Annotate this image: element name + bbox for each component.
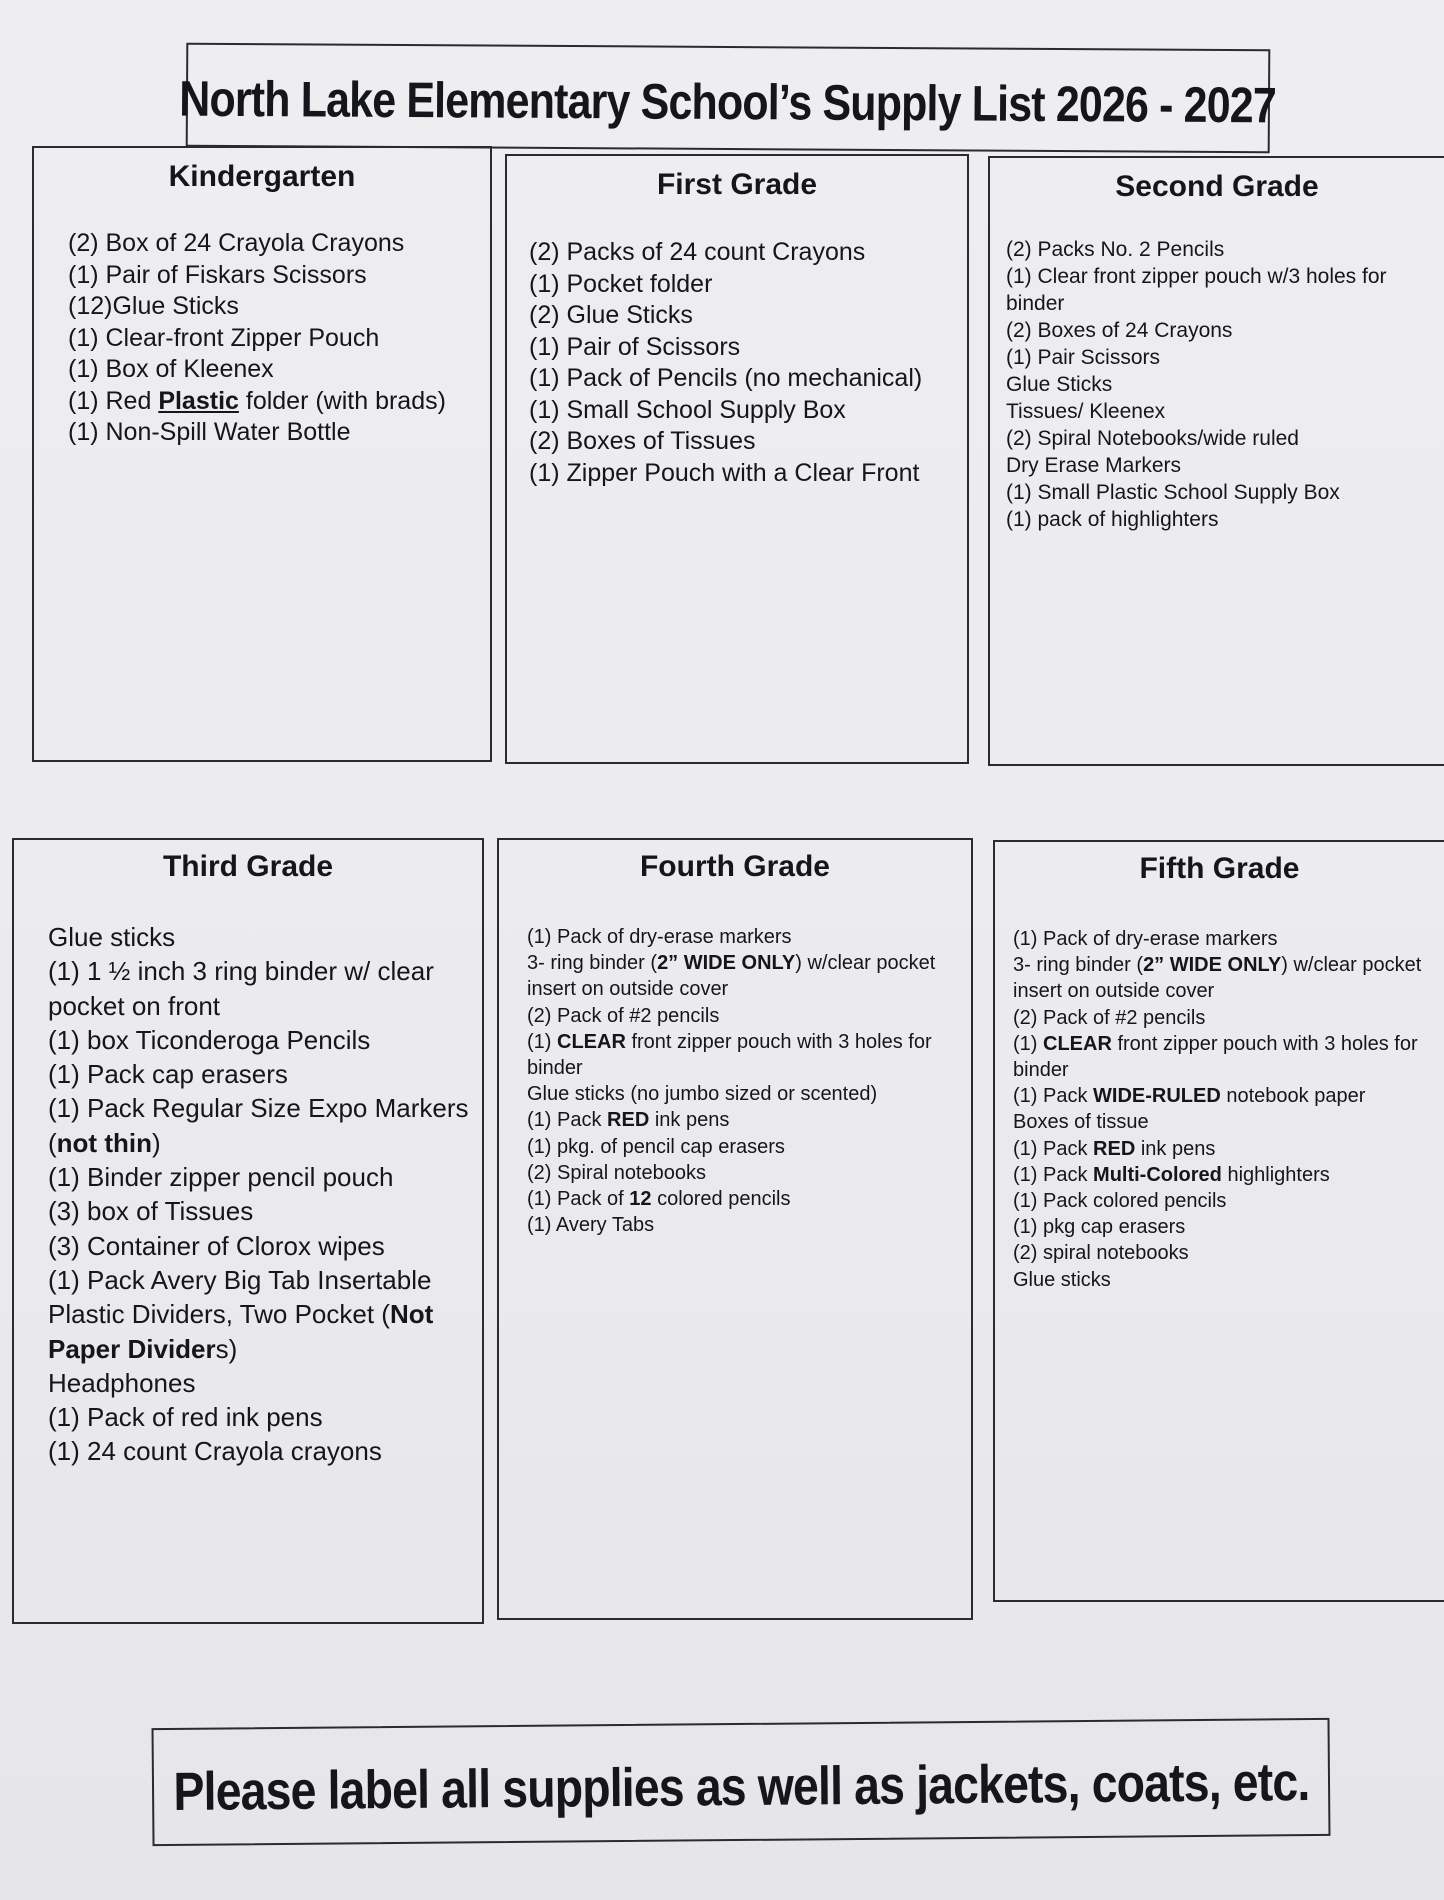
- list-item: Dry Erase Markers: [1006, 454, 1182, 477]
- kindergarten-title: Kindergarten: [168, 160, 356, 193]
- list-item: (2) Pack of #2 pencils: [527, 1004, 720, 1027]
- list-item: (1) Pack RED ink pens: [1013, 1137, 1216, 1160]
- list-item: (1) Pack RED ink pens: [527, 1109, 730, 1132]
- list-item: (2) Glue Sticks: [529, 301, 693, 329]
- list-item: (1) Small Plastic School Supply Box: [1006, 481, 1340, 504]
- list-item: (1) CLEAR front zipper pouch with 3 holes for binder: [1013, 1032, 1418, 1082]
- list-item: (2) Packs of 24 count Crayons: [529, 238, 866, 266]
- list-item: (1) Pack of Pencils (no mechanical): [529, 364, 923, 392]
- list-item: Glue sticks: [48, 922, 176, 952]
- list-item: (2) Boxes of Tissues: [529, 427, 756, 455]
- list-item: (2) spiral notebooks: [1013, 1242, 1189, 1265]
- kindergarten-box: [32, 146, 492, 762]
- list-item: (1) box Ticonderoga Pencils: [48, 1024, 371, 1055]
- third-grade-title: Third Grade: [162, 850, 334, 883]
- list-item: (1) Pack of dry-erase markers: [1013, 928, 1278, 950]
- list-item: (2) Box of 24 Crayola Crayons: [68, 229, 405, 257]
- list-item: (1) Avery Tabs: [527, 1214, 655, 1237]
- list-item: (2) Pack of #2 pencils: [1013, 1006, 1206, 1029]
- second-grade-title: Second Grade: [1115, 170, 1319, 203]
- list-item: (1) CLEAR front zipper pouch with 3 holes for binder: [527, 1030, 932, 1080]
- list-item: (1) Box of Kleenex: [68, 355, 274, 383]
- list-item: (1) pack of highlighters: [1006, 508, 1219, 531]
- list-item: Boxes of tissue: [1013, 1111, 1149, 1134]
- list-item: (2) Spiral notebooks: [527, 1161, 706, 1184]
- list-item: (1) Pair of Fiskars Scissors: [68, 260, 367, 289]
- list-item: (1) Pack colored pencils: [1013, 1190, 1227, 1213]
- fifth-grade-box: [993, 840, 1444, 1602]
- second-grade-list: [1000, 236, 1434, 533]
- third-grade-list: [24, 920, 472, 1469]
- third-grade-box: [12, 838, 484, 1624]
- footer-box: [152, 1718, 1331, 1846]
- list-item: (1) Pack Regular Size Expo Markers (not thin): [48, 1093, 469, 1158]
- list-item: (1) Clear-front Zipper Pouch: [68, 323, 380, 352]
- list-item: (1) Pack of 12 colored pencils: [527, 1188, 791, 1211]
- list-item: Tissues/ Kleenex: [1006, 400, 1166, 423]
- list-item: (1) pkg cap erasers: [1013, 1216, 1186, 1239]
- fourth-grade-list: [509, 924, 961, 1238]
- list-item: (1) Pack of red ink pens: [48, 1402, 323, 1433]
- title-box: [179, 43, 1277, 154]
- first-grade-list: [517, 237, 957, 489]
- fourth-grade-box: [497, 838, 973, 1620]
- list-item: (2) Boxes of 24 Crayons: [1006, 319, 1233, 342]
- first-grade-box: [505, 154, 969, 764]
- list-item: (3) box of Tissues: [48, 1196, 254, 1227]
- fifth-grade-title: Fifth Grade: [1139, 852, 1300, 885]
- list-item: (1) Pocket folder: [529, 269, 713, 298]
- list-item: (1) 24 count Crayola crayons: [48, 1436, 382, 1467]
- second-grade-box: [988, 156, 1444, 766]
- list-item: (1) Pack cap erasers: [48, 1059, 288, 1090]
- list-item: (1) Pack Avery Big Tab Insertable Plastic Dividers, Two Pocket (Not Paper Dividers): [48, 1264, 434, 1364]
- kindergarten-list: [44, 228, 480, 449]
- list-item: (12)Glue Sticks: [68, 292, 239, 320]
- list-item: Glue sticks (no jumbo sized or scented): [527, 1083, 878, 1106]
- list-item: 3- ring binder (2” WIDE ONLY) w/clear pocket insert on outside cover: [527, 952, 936, 1001]
- list-item: (1) Small School Supply Box: [529, 395, 846, 424]
- page-title: North Lake Elementary School’s Supply List 2026 - 2027: [179, 70, 1277, 134]
- list-item: (1) Zipper Pouch with a Clear Front: [529, 458, 920, 487]
- list-item: (1) Non-Spill Water Bottle: [68, 418, 351, 446]
- list-item: (1) Red Plastic folder (with brads): [68, 386, 446, 415]
- list-item: 3- ring binder (2” WIDE ONLY) w/clear pocket insert on outside cover: [1013, 954, 1422, 1003]
- list-item: (1) Binder zipper pencil pouch: [48, 1162, 394, 1193]
- list-item: Headphones: [48, 1367, 196, 1398]
- list-item: Glue sticks: [1013, 1268, 1111, 1291]
- list-item: (1) Pack Multi-Colored highlighters: [1013, 1163, 1330, 1186]
- list-item: (1) Pack WIDE-RULED notebook paper: [1013, 1085, 1366, 1108]
- list-item: (1) Pair of Scissors: [529, 332, 741, 361]
- fourth-grade-title: Fourth Grade: [639, 850, 830, 883]
- list-item: (3) Container of Clorox wipes: [48, 1230, 385, 1261]
- list-item: (2) Packs No. 2 Pencils: [1006, 238, 1225, 261]
- fifth-grade-list: [1005, 926, 1434, 1293]
- list-item: (1) Pair Scissors: [1006, 346, 1161, 369]
- label-supplies-note: Please label all supplies as well as jackets, coats, etc.: [172, 1752, 1310, 1822]
- list-item: (2) Spiral Notebooks/wide ruled: [1006, 427, 1299, 450]
- first-grade-title: First Grade: [656, 168, 818, 201]
- list-item: Glue Sticks: [1006, 373, 1113, 396]
- list-item: (1) pkg. of pencil cap erasers: [527, 1135, 785, 1158]
- list-item: (1) Pack of dry-erase markers: [527, 926, 792, 948]
- list-item: (1) Clear front zipper pouch w/3 holes for binder: [1006, 265, 1387, 315]
- list-item: (1) 1 ½ inch 3 ring binder w/ clear pocket on front: [48, 956, 434, 1021]
